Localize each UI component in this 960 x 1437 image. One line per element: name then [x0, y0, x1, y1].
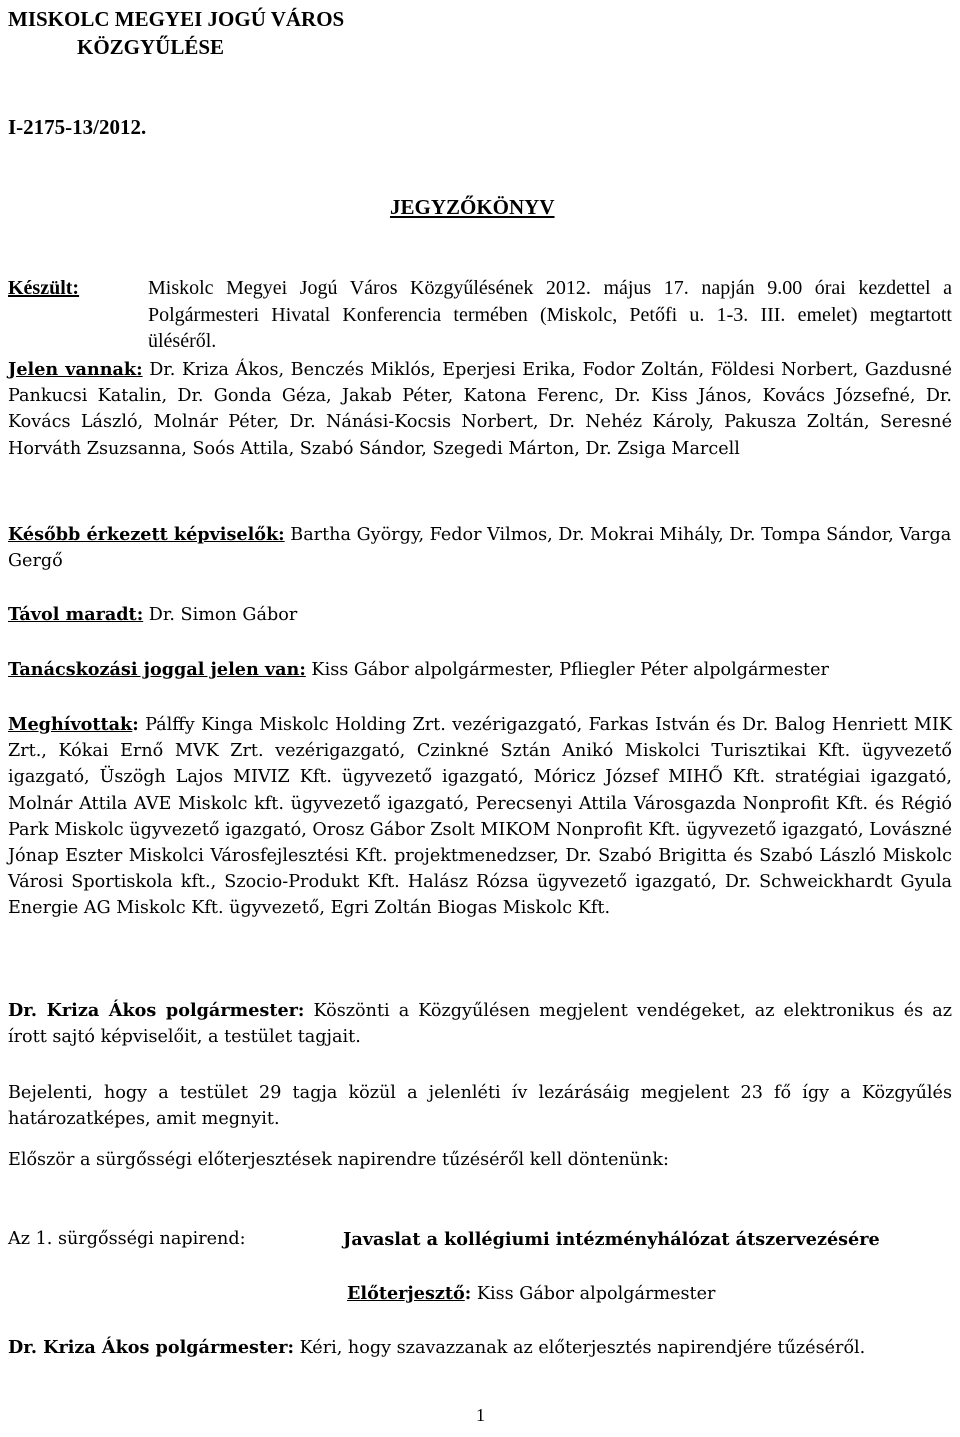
org-name — [8, 5, 344, 61]
tavol-label: Távol maradt: — [8, 604, 144, 625]
org-line-1: MISKOLC MEGYEI JOGÚ VÁROS — [8, 7, 345, 31]
kesobb-paragraph — [8, 522, 952, 574]
para4-speaker: Dr. Kriza Ákos polgármester: — [8, 1337, 295, 1358]
document-number: I-2175-13/2012. — [8, 115, 147, 139]
keszult-label: Készült: — [8, 277, 80, 299]
keszult-text: Miskolc Megyei Jogú Város Közgyűlésének 2012. május 17. napján 9.00 órai kezdettel a Polgármesteri Hivatal Konferencia termében (Miskolc, Petőfi u. 1-3. III. emelet) megtartott üléséről. — [148, 277, 952, 352]
meghivottak-colon: : — [132, 714, 139, 735]
para1-paragraph — [8, 998, 952, 1050]
agenda-presenter — [347, 1283, 715, 1304]
para1-section — [8, 998, 952, 1050]
attendance-section — [8, 357, 952, 462]
meghivottak-paragraph — [8, 712, 952, 922]
meghivottak-label: Meghívottak — [8, 714, 133, 735]
kesobb-section — [8, 522, 952, 574]
para4-text: Kéri, hogy szavazzanak az előterjesztés napirendjére tűzéséről. — [299, 1338, 866, 1358]
presenter-colon: : — [464, 1283, 472, 1304]
tavol-text: Dr. Simon Gábor — [148, 605, 298, 625]
agenda-title: Javaslat a kollégiumi intézményhálózat átszervezésére — [343, 1229, 880, 1250]
document-title: JEGYZŐKÖNYV — [390, 195, 555, 219]
para3-text: Először a sürgősségi előterjesztések napirendre tűzéséről kell döntenünk: — [8, 1150, 669, 1170]
meghivottak-section — [8, 712, 952, 922]
meghivottak-text: Pálffy Kinga Miskolc Holding Zrt. vezérigazgató, Farkas István és Dr. Balog Henriett MIK Zrt., Kókai Ernő MVK Zrt. vezérigazgató, Czinkné Sztán Anikó Miskolci Turisztikai Kft. ügyvezető igazgató, Üszögh Lajos MIVIZ Kft. ügyvezető igazgató, Móricz József MIHŐ Kft. stratégiai igazgató, Molnár Attila AVE Miskolc kft. ügyvezető igazgató, Perecsenyi Attila Városgazda Nonprofit Kft. és Régió Park Miskolc ügyvezető igazgató, Orosz Gábor Zsolt MIKOM Nonprofit Kft. ügyvezető igazgató, Lovászné Jónap Eszter Miskolci Városfejlesztési Kft. projektmenedzser, Dr. Szabó Brigitta és Szabó László Miskolc Városi Sportiskola kft., Szocio-Produkt Kft. Halász Rózsa ügyvezető igazgató, Dr. Schweickhardt Gyula Energie AG Miskolc Kft. ügyvezető, Egri Zoltán Biogas Miskolc Kft. — [8, 715, 952, 919]
jelen-label: Jelen vannak: — [8, 359, 143, 380]
kesobb-text: Bartha György, Fedor Vilmos, Dr. Mokrai Mihály, Dr. Tompa Sándor, Varga Gergő — [8, 525, 952, 572]
kesobb-label: Később érkezett képviselők: — [8, 524, 285, 545]
jelen-text: Dr. Kriza Ákos, Benczés Miklós, Eperjesi Erika, Fodor Zoltán, Földesi Norbert, Gazdusné Pankucsi Katalin, Dr. Gonda Géza, Jakab Péter, Katona Ferenc, Dr. Kiss János, Kovács Józsefné, Dr. Kovács László, Molnár Péter, Dr. Nánási-Kocsis Norbert, Dr. Nehéz Károly, Pakusza Zoltán, Seresné Horváth Zsuzsanna, Soós Attila, Szabó Sándor, Szegedi Márton, Dr. Zsiga Marcell — [8, 360, 953, 459]
presenter-name: Kiss Gábor alpolgármester — [476, 1284, 716, 1304]
tanacskozasi-label: Tanácskozási joggal jelen van: — [8, 659, 306, 680]
para2-section — [8, 1080, 952, 1132]
jelen-paragraph — [8, 357, 952, 462]
tavol-section — [8, 604, 952, 625]
para1-speaker: Dr. Kriza Ákos polgármester: — [8, 1000, 305, 1021]
para2-text: Bejelenti, hogy a testület 29 tagja közül a jelenléti ív lezárásáig megjelent 23 fő így a Közgyűlés határozatképes, amit megnyit. — [8, 1083, 952, 1130]
tanacskozasi-text: Kiss Gábor alpolgármester, Pfliegler Péter alpolgármester — [311, 660, 829, 680]
page-number: 1 — [476, 1405, 485, 1425]
tanacskozasi-section — [8, 659, 952, 680]
org-line-2: KÖZGYŰLÉSE — [77, 35, 225, 59]
presenter-label: Előterjesztő — [347, 1283, 465, 1304]
agenda-label: Az 1. sürgősségi napirend: — [8, 1229, 246, 1249]
para1-text: Köszönti a Közgyűlésen megjelent vendégeket, az elektronikus és az írott sajtó képviselőit, a testület tagjait. — [8, 1001, 952, 1048]
para4-section — [8, 1337, 952, 1358]
